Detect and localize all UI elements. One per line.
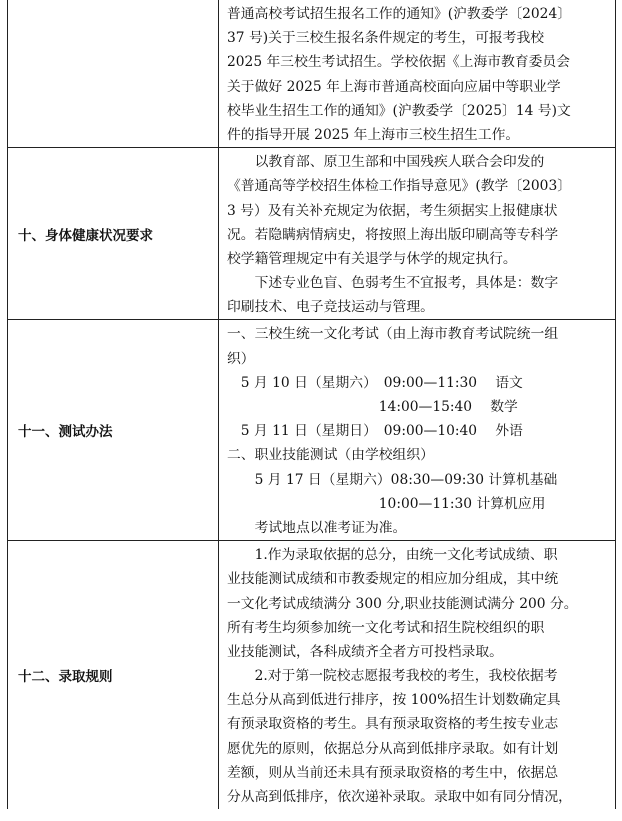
content-line: 差额，则从当前还未具有预录取资格的考生中，依据总 — [227, 764, 559, 781]
section-content — [219, 148, 616, 320]
table-row — [8, 541, 616, 810]
content-line: 况。若隐瞒病情病史，将按照上海出版印刷高等专科学 — [227, 226, 559, 243]
content-line: 业技能测试成绩和市教委规定的相应加分组成，其中统 — [227, 571, 559, 588]
section-content — [219, 320, 616, 541]
table-row — [8, 148, 616, 320]
content-line: 2.对于第一院校志愿报考我校的考生，我校依据考 — [227, 668, 558, 685]
content-line: 10:00—11:30 计算机应用 — [227, 495, 546, 512]
section-heading: 十二、录取规则 — [8, 541, 219, 810]
section-content — [219, 0, 616, 148]
content-line: 5 月 17 日（星期六）08:30—09:30 计算机基础 — [227, 471, 558, 488]
content-line: 3 号）及有关补充规定为依据，考生须据实上报健康状 — [227, 202, 558, 219]
content-line: 考试地点以准考证为准。 — [227, 519, 407, 536]
content-line: 《普通高等学校招生体检工作指导意见》(教学〔2003〕 — [227, 178, 572, 195]
table-body — [8, 0, 616, 809]
content-line: 2025 年三校生考试招生。学校依据《上海市教育委员会 — [227, 54, 571, 71]
table-row — [8, 0, 616, 148]
content-line: 关于做好 2025 年上海市普通高校面向应届中等职业学 — [227, 78, 561, 95]
document-page — [7, 0, 616, 821]
content-line: 1.作为录取依据的总分，由统一文化考试成绩、职 — [227, 547, 558, 564]
content-line: 5 月 10 日（星期六） 09:00—11:30 语文 — [227, 374, 523, 391]
content-line: 件的指导开展 2025 年上海市三校生招生工作。 — [227, 126, 520, 143]
content-line: 织） — [227, 350, 255, 367]
content-line: 以教育部、原卫生部和中国残疾人联合会印发的 — [227, 154, 545, 171]
content-line: 所有考生均须参加统一文化考试和招生院校组织的职 — [227, 619, 545, 636]
content-line: 普通高校考试招生报名工作的通知》(沪教委学〔2024〕 — [227, 6, 572, 22]
admission-rules-table — [7, 0, 616, 809]
content-line: 37 号)关于三校生报名条件规定的考生，可报考我校 — [227, 30, 545, 47]
section-heading — [8, 0, 219, 148]
content-line: 有预录取资格的考生。具有预录取资格的考生按专业志 — [227, 716, 559, 733]
content-line: 14:00—15:40 数学 — [227, 399, 518, 415]
content-line: 分从高到低排序，依次递补录取。录取中如有同分情况， — [227, 789, 572, 805]
content-line: 一、三校生统一文化考试（由上海市教育考试院统一组 — [227, 326, 559, 343]
content-line: 愿优先的原则，依据总分从高到低排序录取。如有计划 — [227, 740, 559, 757]
table-row — [8, 320, 616, 541]
section-heading: 十一、测试办法 — [8, 320, 219, 541]
content-line: 一文化考试成绩满分 300 分,职业技能测试满分 200 分。 — [227, 595, 578, 612]
section-heading: 十、身体健康状况要求 — [8, 148, 219, 320]
content-line: 校学籍管理规定中有关退学与休学的规定执行。 — [227, 250, 517, 267]
section-content — [219, 541, 616, 810]
content-line: 生总分从高到低进行排序，按 100%招生计划数确定具 — [227, 692, 561, 709]
content-line: 校毕业生招生工作的通知》(沪教委学〔2025〕14 号)文 — [227, 102, 571, 119]
content-line: 二、职业技能测试（由学校组织） — [227, 447, 434, 464]
content-line: 下述专业色盲、色弱考生不宜报考，具体是：数字 — [227, 275, 559, 292]
content-line: 业技能测试，各科成绩齐全者方可投档录取。 — [227, 643, 503, 660]
content-line: 印刷技术、电子竞技运动与管理。 — [227, 299, 434, 316]
content-line: 5 月 11 日（星期日） 09:00—10:40 外语 — [227, 423, 523, 440]
